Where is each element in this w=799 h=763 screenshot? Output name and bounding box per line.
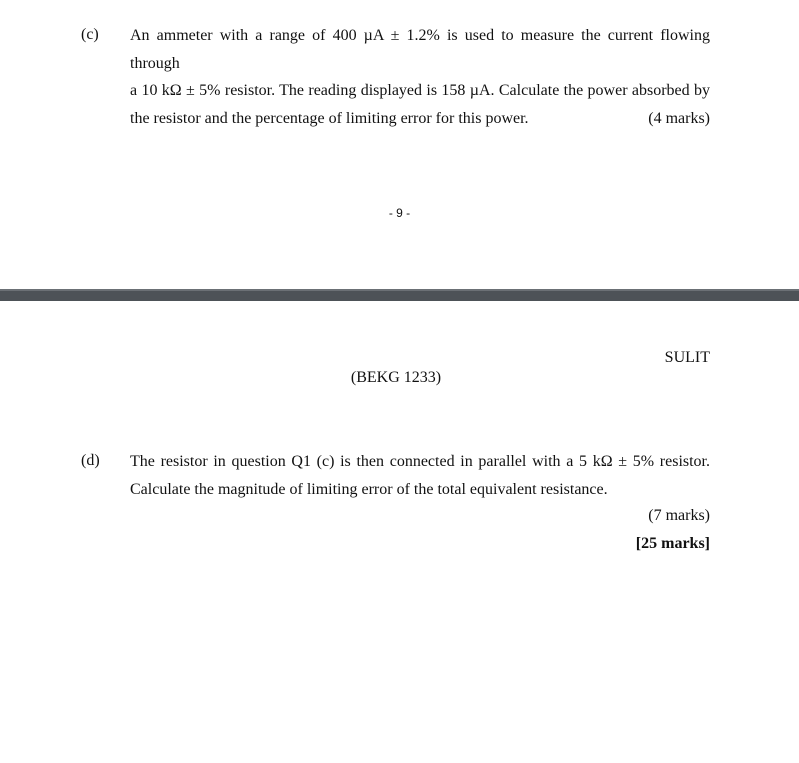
- question-label-c: (c): [81, 26, 99, 43]
- question-d-line-1: The resistor in question Q1 (c) is then connected in parallel with a 5 kΩ ± 5% resistor.: [130, 453, 710, 470]
- question-d-line-2: Calculate the magnitude of limiting error of the total equivalent resistance.: [130, 480, 608, 498]
- page-number: - 9 -: [388, 206, 411, 220]
- question-text-c: [130, 22, 710, 132]
- question-c-line-3: the resistor and the percentage of limiting error for this power.: [130, 109, 529, 127]
- course-code: (BEKG 1233): [350, 369, 442, 386]
- page-separator: [0, 289, 799, 301]
- total-marks: [25 marks]: [635, 535, 710, 552]
- marks-c: (4 marks): [648, 110, 710, 127]
- question-c-line-2: a 10 kΩ ± 5% resistor. The reading displayed is 158 µA. Calculate the power absorbed by: [130, 82, 710, 99]
- classification-label: SULIT: [664, 349, 710, 366]
- marks-d: (7 marks): [648, 507, 710, 524]
- page-9: [0, 0, 799, 289]
- question-c-line-1: An ammeter with a range of 400 µA ± 1.2% is used to measure the current flowing through: [130, 27, 710, 72]
- question-label-d: (d): [81, 452, 100, 469]
- question-text-d: [130, 448, 710, 503]
